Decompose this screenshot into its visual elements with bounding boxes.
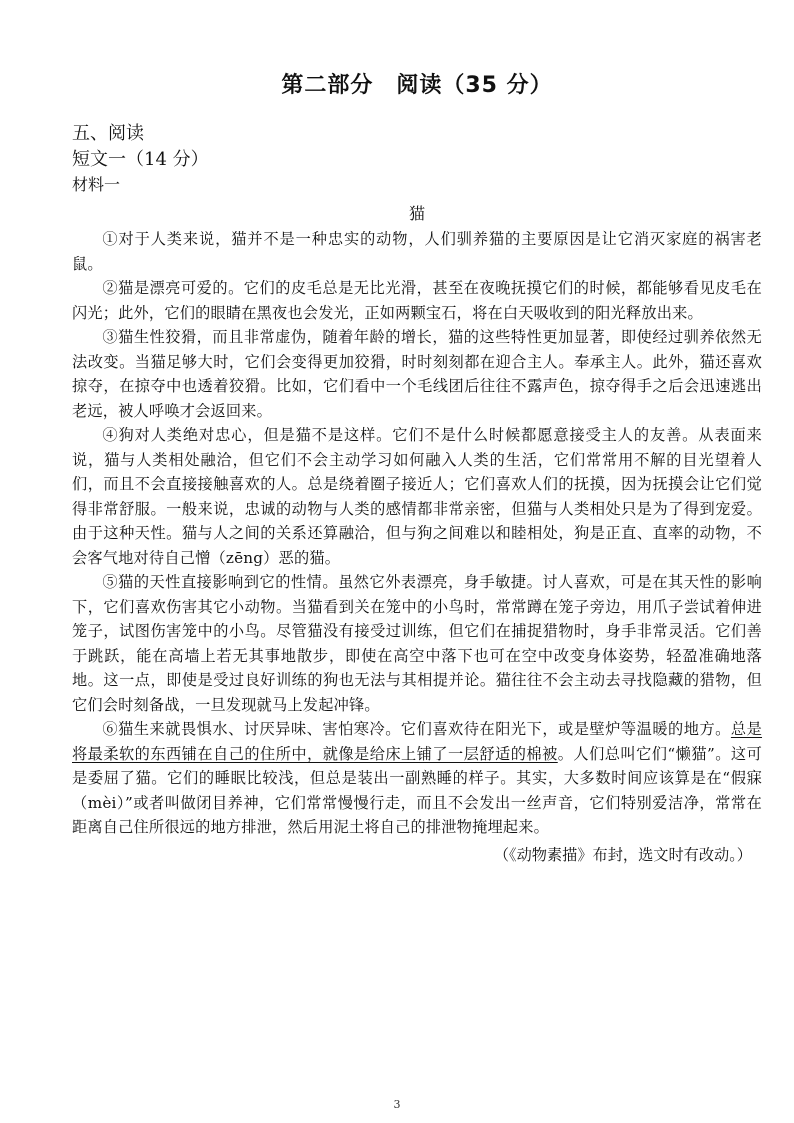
article-title: 猫	[408, 204, 425, 223]
material-label: 材料一	[72, 175, 121, 194]
passage-heading: 短文一（14 分）	[72, 149, 209, 170]
paragraph-5: ⑤猫的天性直接影响到它的性情。虽然它外表漂亮，身手敏捷。讨人喜欢，可是在其天性的影响下，它们喜欢伤害其它小动物。当猫看到关在笼中的小鸟时，常常蹲在笼子旁边，用爪子尝试着伸进笼子，试图伤害笼中的小鸟。尽管猫没有接受过训练，但它们在捕捉猎物时，身手非常灵活。它们善于跳跃，能在高墙上若无其事地散步，即使在高空中落下也可在空中改变身体姿势，轻盈准确地落地。这一点，即使是受过良好训练的狗也无法与其相提并论。猫往往不会主动去寻找隐藏的猎物，但它们会时刻备战，一旦发现就马上发起冲锋。	[72, 573, 762, 714]
section-heading: 五、阅读	[72, 123, 144, 144]
paragraph-3: ③猫生性狡猾，而且非常虚伪，随着年龄的增长，猫的这些特性更加显著，即使经过驯养依然无法改变。当猫足够大时，它们会变得更加狡猾，时时刻刻都在迎合主人。奉承主人。此外，猫还喜欢掠夺，在掠夺中也透着狡猾。比如，它们看中一个毛线团后往往不露声色，掠夺得手之后会迅速逃出老远，被人呼唤才会返回来。	[72, 328, 762, 420]
document-page	[72, 68, 762, 868]
paragraph-1: ①对于人类来说，猫并不是一种忠实的动物，人们驯养猫的主要原因是让它消灭家庭的祸害老鼠。	[72, 230, 762, 273]
page-number: 3	[393, 1098, 401, 1111]
paragraph-6-start: ⑥猫生来就畏惧水、讨厌异味、害怕寒冷。它们喜欢待在阳光下，或是壁炉等温暖的地方。	[102, 720, 731, 738]
source-citation: （《动物素描》布封，选文时有改动。）	[493, 845, 752, 864]
paragraph-4: ④狗对人类绝对忠心，但是猫不是这样。它们不是什么时候都愿意接受主人的友善。从表面来说，猫与人类相处融洽，但它们不会主动学习如何融入人类的生活，它们常常用不解的目光望着人们，而且不会直接接触喜欢的人。总是绕着圈子接近人；它们喜欢人们的抚摸，因为抚摸会让它们觉得非常舒服。一般来说，忠诚的动物与人类的感情都非常亲密，但猫与人类相处只是为了得到宠爱。由于这种天性。猫与人之间的关系还算融洽，但与狗之间难以和睦相处，狗是正直、直率的动物，不会客气地对待自己憎（zēng）恶的猫。	[72, 426, 762, 567]
paragraph-6	[72, 717, 762, 840]
paragraph-6-end: 。人们总叫它们“懒猫”。这可是委屈了猫。它们的睡眠比较浅，但总是装出一副熟睡的样子。其实，大多数时间应该算是在“假寐（mèi）”或者叫做闭目养神，它们常常慢慢行走，而且不会发出一丝声音，它们特别爱洁净，常常在距离自己住所很远的地方排泄，然后用泥土将自己的排泄物掩埋起来。	[72, 744, 762, 836]
paragraph-2: ②猫是漂亮可爱的。它们的皮毛总是无比光滑，甚至在夜晚抚摸它们的时候，都能够看见皮毛在闪光；此外，它们的眼睛在黑夜也会发光，正如两颗宝石，将在白天吸收到的阳光释放出来。	[72, 279, 762, 322]
underlined-sentence: 总是将最柔软的东西铺在自己的住所中，就像是给床上铺了一层舒适的棉被	[72, 720, 763, 763]
page-title: 第二部分 阅读（35 分）	[281, 73, 553, 98]
